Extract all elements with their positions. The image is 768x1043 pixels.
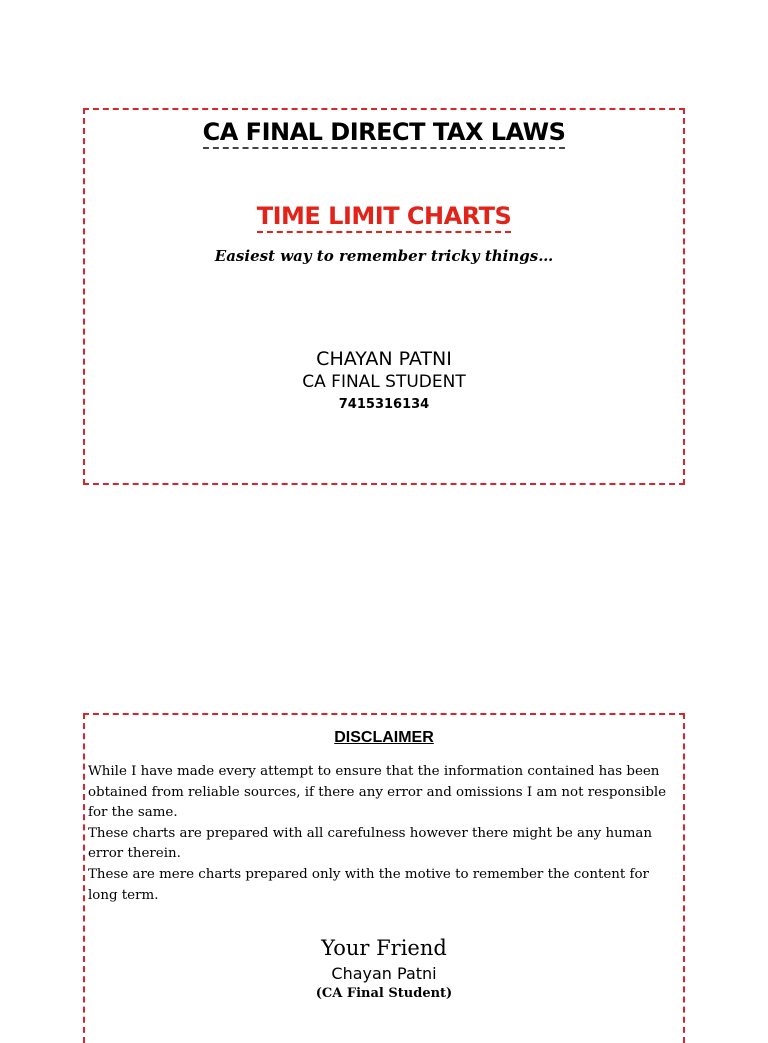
closing-text: Your Friend (321, 936, 447, 960)
author-role: CA FINAL STUDENT (302, 372, 466, 392)
chart-title: TIME LIMIT CHARTS (85, 202, 683, 230)
phone-number: 7415316134 (338, 397, 430, 412)
disclaimer-text (88, 762, 678, 906)
signature-name: Chayan Patni (331, 964, 437, 983)
disclaimer-paragraph: These are mere charts prepared only with the motive to remember the content for long term. (88, 866, 649, 903)
disclaimer-box (83, 713, 685, 1043)
author-name: CHAYAN PATNI (316, 348, 452, 370)
disclaimer-paragraph: While I have made every attempt to ensure that the information contained has been obtained from reliable sources, if there any error and omissions I am not responsible for the same. (88, 764, 667, 821)
disclaimer-paragraph: These charts are prepared with all carefulness however there might be any human error therein. (88, 825, 653, 862)
disclaimer-heading: DISCLAIMER (334, 729, 434, 746)
signature-role: (CA Final Student) (315, 986, 453, 1001)
title-box (83, 108, 685, 485)
document-title: CA FINAL DIRECT TAX LAWS (85, 118, 683, 146)
tagline: Easiest way to remember tricky things… (214, 247, 554, 265)
